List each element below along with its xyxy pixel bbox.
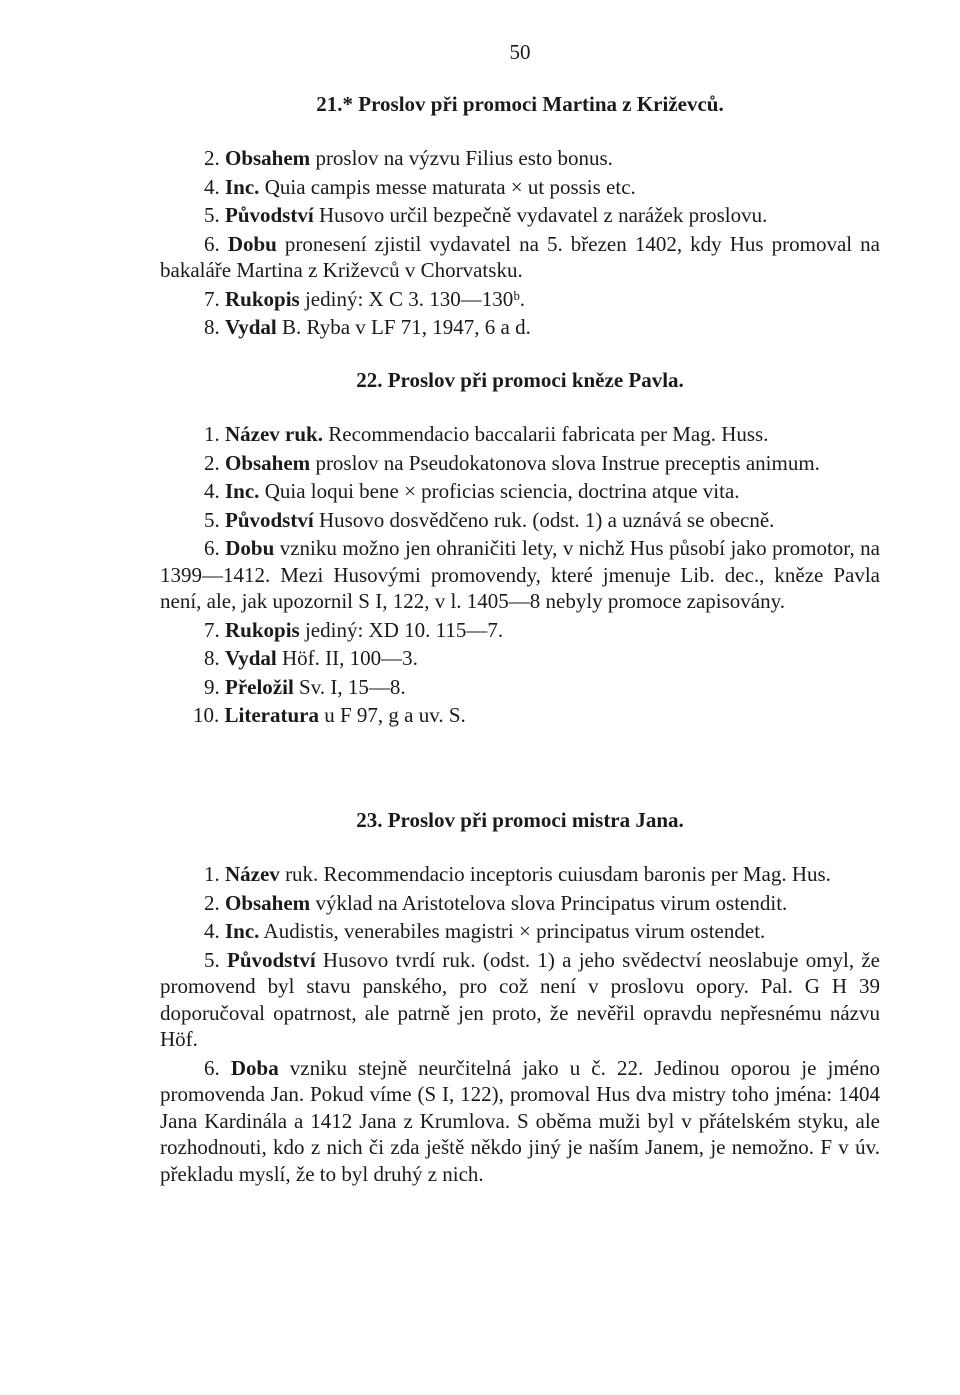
entry: 5. Původství Husovo určil bezpečně vydavatel z narážek proslovu. bbox=[204, 203, 768, 227]
entry: 2. Obsahem proslov na Pseudokatonova slova Instrue preceptis animum. bbox=[204, 450, 820, 475]
entry: 5. Původství Husovo dosvědčeno ruk. (odst. 1) a uznává se obecně. bbox=[204, 507, 775, 532]
entry: 4. Inc. Quia campis messe maturata × ut possis etc. bbox=[204, 174, 636, 199]
entry: 10. Literatura u F 97, g a uv. S. bbox=[193, 703, 466, 727]
entry: 8. Vydal B. Ryba v LF 71, 1947, 6 a d. bbox=[204, 315, 531, 339]
section-heading: 22. Proslov při promoci kněze Pavla. bbox=[356, 368, 684, 392]
section-21 bbox=[160, 92, 880, 343]
entry: 2. Obsahem proslov na výzvu Filius esto bonus. bbox=[204, 146, 613, 170]
section-23 bbox=[160, 808, 880, 1189]
entry: 2. Obsahem výklad na Aristotelova slova Principatus virum ostendit. bbox=[204, 890, 788, 915]
entry: 1. Název ruk. Recommendacio inceptoris cuiusdam baronis per Mag. Hus. bbox=[204, 862, 831, 886]
entry: 7. Rukopis jediný: X C 3. 130—130ᵇ. bbox=[204, 286, 525, 311]
section-heading: 21.* Proslov při promoci Martina z Križevců. bbox=[316, 92, 724, 116]
entry: 7. Rukopis jediný: XD 10. 115—7. bbox=[204, 617, 504, 642]
section-22 bbox=[160, 368, 880, 731]
entry: 1. Název ruk. Recommendacio baccalarii fabricata per Mag. Huss. bbox=[204, 422, 769, 446]
entry: 6. Dobu vzniku možno jen ohraničiti lety, v nichž Hus působí jako promotor, na 1399—1412. Mezi Husovými promovendy, které jmenuje Lib. dec., kněze Pavla není, ale, jak upozornil S I, 122, v l. 1405—8 nebyly promoce zapisovány. bbox=[160, 536, 880, 613]
entry: 4. Inc. Quia loqui bene × proficias sciencia, doctrina atque vita. bbox=[204, 479, 740, 503]
entry: 5. Původství Husovo tvrdí ruk. (odst. 1) a jeho svědectví neoslabuje omyl, že promovend byl stavu panského, pro což není v proslovu opory. Pal. G H 39 doporučoval opatrnost, ale patrně jen proto, že nevěřil opravdu nepřesnému názvu Höf. bbox=[160, 947, 880, 1051]
entry: 9. Přeložil Sv. I, 15—8. bbox=[204, 674, 406, 699]
entry: 6. Doba vzniku stejně neurčitelná jako u č. 22. Jedinou oporou je jméno promovenda Jan. Pokud víme (S I, 122), promoval Hus dva mistry toho jména: 1404 Jana Kardinála a 1412 Jana z Krumlova. S oběma muži byl v přátelském styku, ale rozhodnouti, kdo z nich či zda ještě někdo jiný je naším Janem, je nemožno. F v úv. překladu myslí, že to byl druhý z nich. bbox=[160, 1055, 880, 1186]
entry: 8. Vydal Höf. II, 100—3. bbox=[204, 646, 418, 670]
page-number: 50 bbox=[509, 40, 531, 64]
section-heading: 23. Proslov při promoci mistra Jana. bbox=[356, 808, 684, 832]
entry: 4. Inc. Audistis, venerabiles magistri × principatus virum ostendet. bbox=[204, 919, 766, 943]
entry: 6. Dobu pronesení zjistil vydavatel na 5. březen 1402, kdy Hus promoval na bakaláře Martina z Križevců v Chorvatsku. bbox=[160, 231, 881, 282]
